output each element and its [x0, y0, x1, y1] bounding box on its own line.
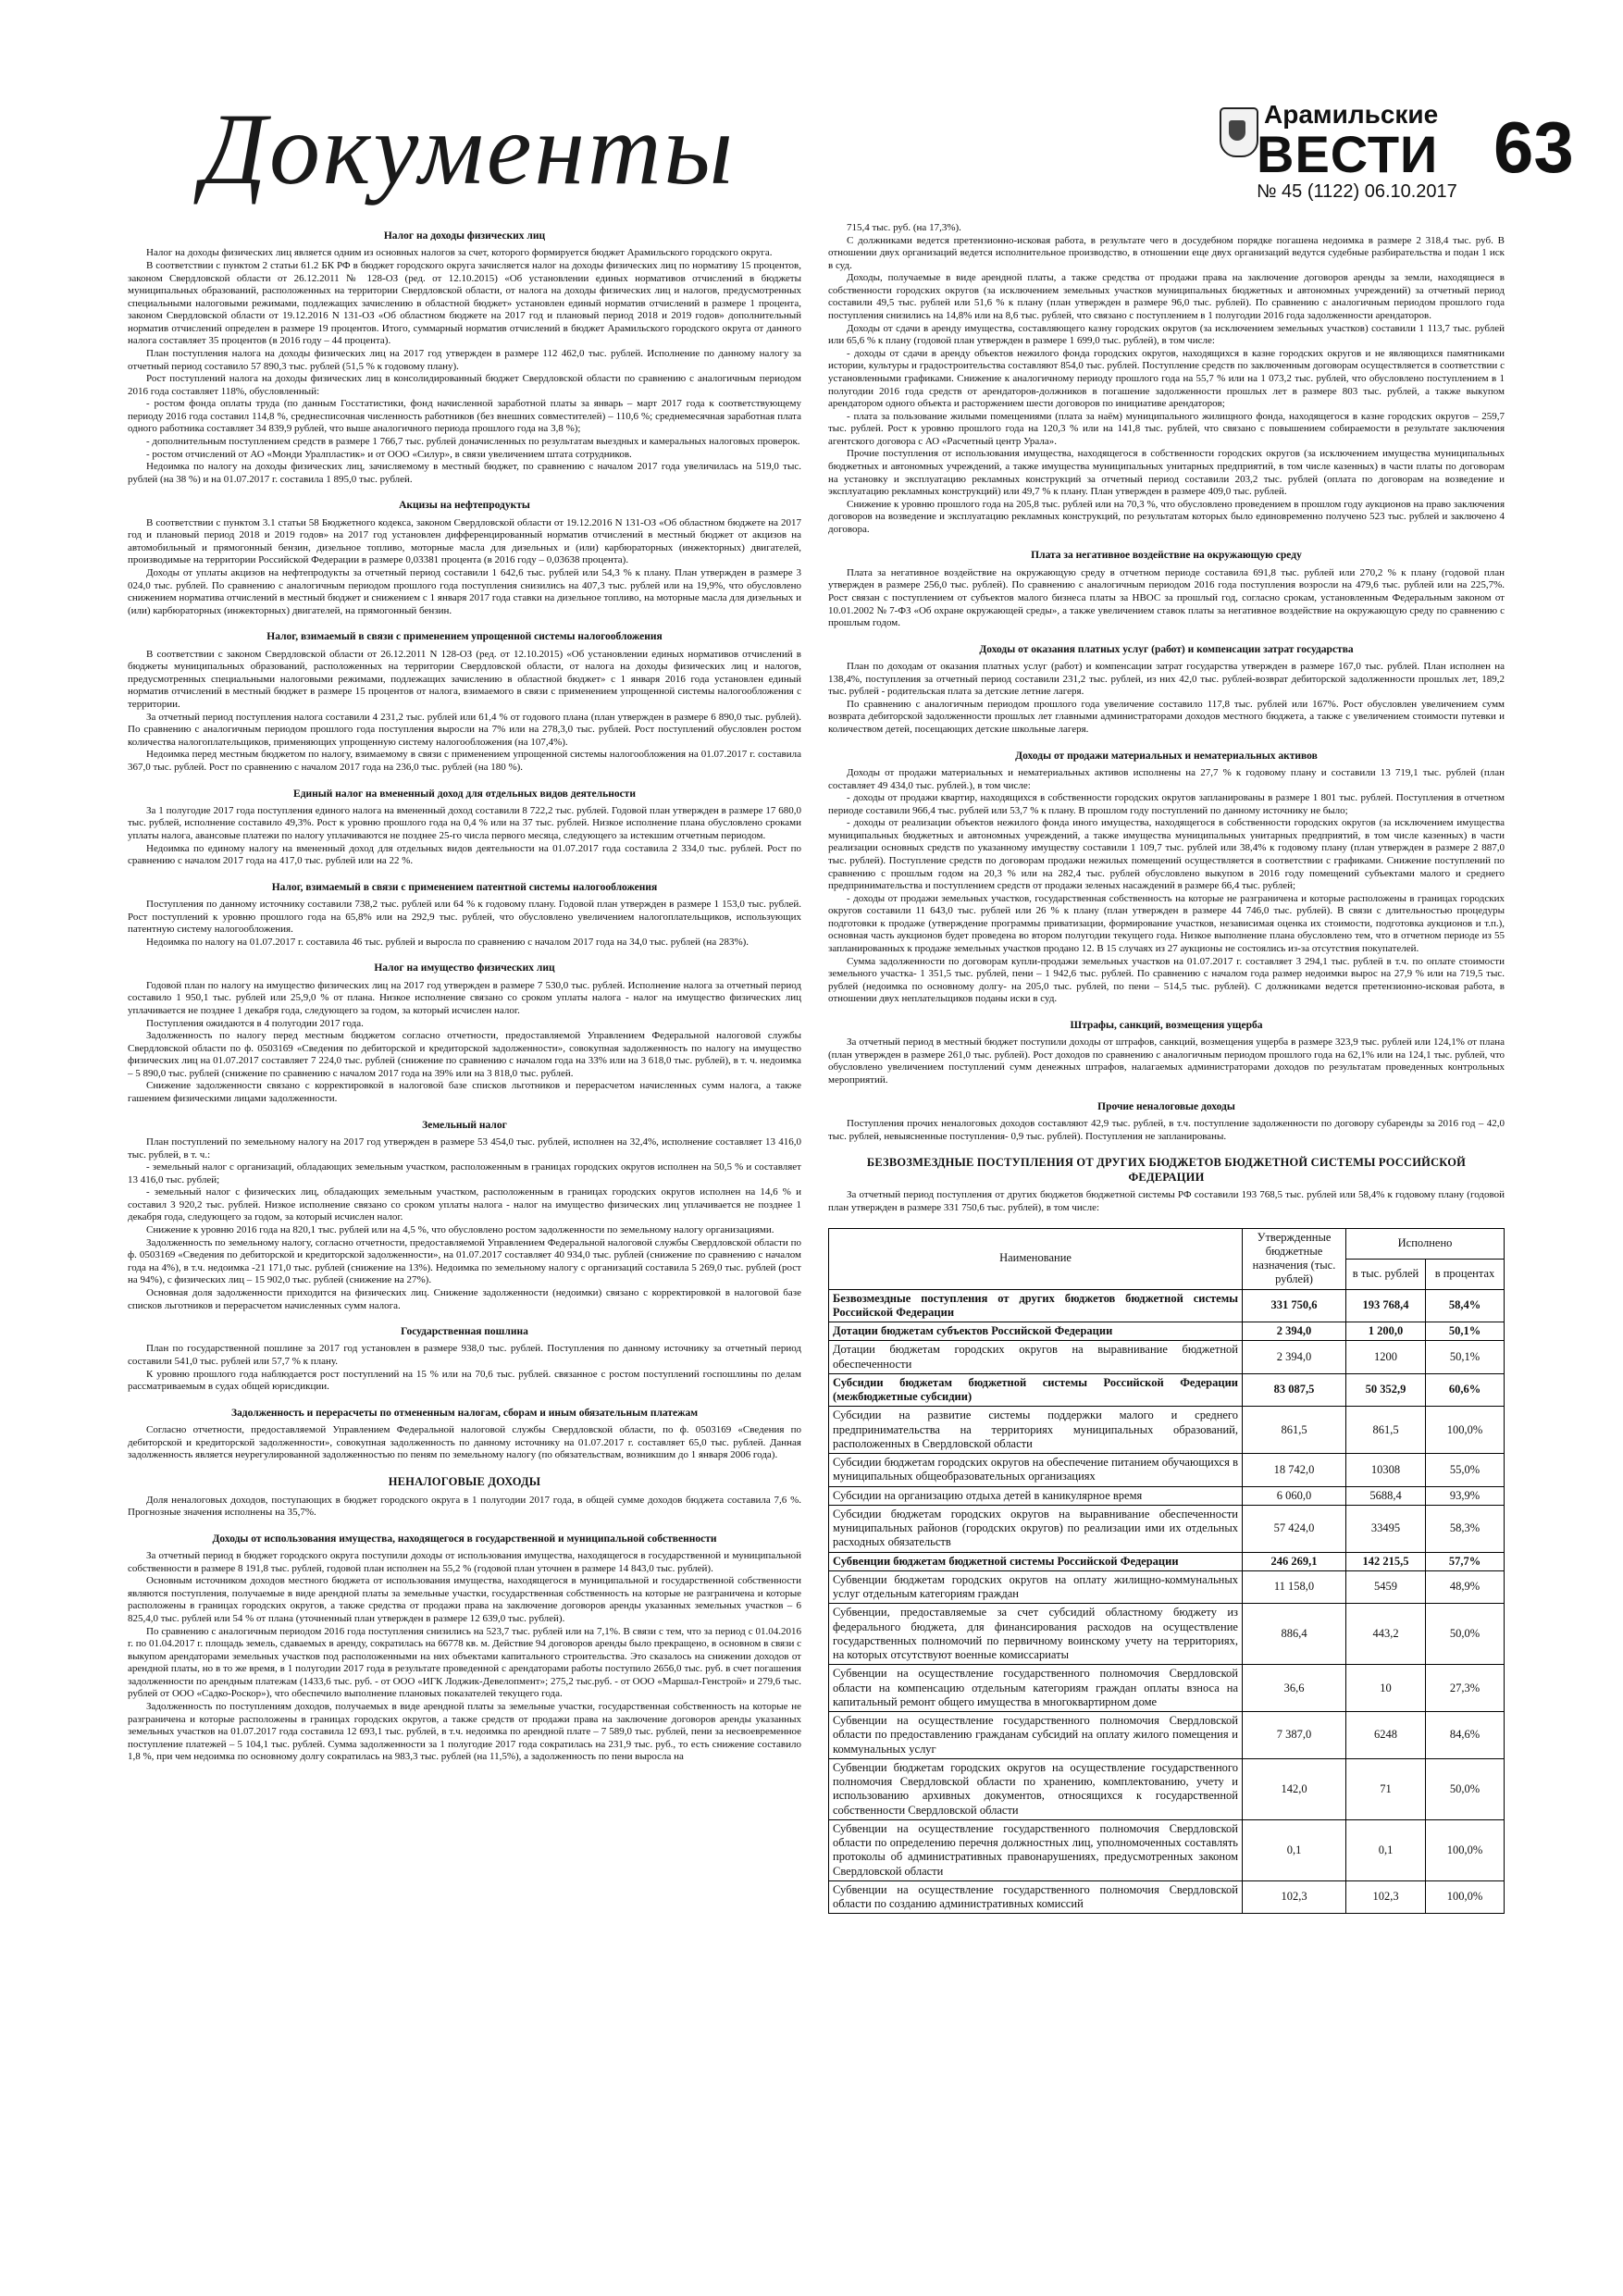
section-heading: Прочие неналоговые доходы	[1097, 1100, 1235, 1112]
paragraph: Задолженность по земельному налогу, согласно отчетности, предоставляемой Управлением Федеральной налоговой службы Свердловской области по ф. 0503169 «Сведения по дебиторской и кредиторской задолженности», на 01.07.2017 составляет 40 934,0 тыс. рублей (снижение по сравнению с началом года на 4%), в т.ч. недоимка -21 171,0 тыс. рублей (снижение на 13%). Недоимка по земельному налогу с организаций составила 5 269,0 тыс. рублей (рост на 94%), с физических лиц – 15 902,0 тыс. рублей (снижение на 27%).	[128, 1236, 801, 1286]
row-pct-cell: 50,1%	[1426, 1341, 1505, 1374]
header-approved: Утвержденные бюджетные назначения (тыс. рублей)	[1243, 1228, 1346, 1289]
row-plan-cell: 11 158,0	[1243, 1570, 1346, 1604]
section-heading: Доходы от продажи материальных и нематериальных активов	[1015, 750, 1318, 762]
paragraph: План поступления налога на доходы физических лиц на 2017 год утвержден в размере 112 462,0 тыс. рублей. Исполнение по данному налогу за отчетный период составило 57 890,3 тыс. рублей (51,5 % к годовому плану).	[128, 348, 801, 372]
section-heading: Налог, взимаемый в связи с применением патентной системы налогообложения	[271, 881, 658, 893]
section-heading: Налог на имущество физических лиц	[374, 962, 555, 974]
row-fact-cell: 1 200,0	[1346, 1322, 1426, 1341]
table-row	[829, 1819, 1505, 1880]
row-pct-cell: 27,3%	[1426, 1665, 1505, 1712]
row-plan-cell: 57 424,0	[1243, 1505, 1346, 1552]
paragraph: Основным источником доходов местного бюджета от использования имущества, находящегося в муниципальной и государственной собственности являются поступления, получаемые в виде арендной платы за земельные участки, государственная собственность на которые не разграничена и которые расположены в границах городских округов, а также средства от продажи права на заключение договоров аренды указанных земельных участков – 6 825,4,0 тыс. рублей или 54 % от плана (уточненный план утвержден в размере 12 639,0 тыс. рублей).	[128, 1575, 801, 1624]
row-pct-cell: 60,6%	[1426, 1373, 1505, 1407]
row-pct-cell: 55,0%	[1426, 1454, 1505, 1487]
logo-small-text: Арамильские	[1264, 100, 1439, 129]
table-row	[829, 1322, 1505, 1341]
row-fact-cell: 142 215,5	[1346, 1552, 1426, 1570]
row-plan-cell: 83 087,5	[1243, 1373, 1346, 1407]
table-row	[829, 1289, 1505, 1322]
row-plan-cell: 102,3	[1243, 1880, 1346, 1914]
section-heading: БЕЗВОЗМЕЗДНЫЕ ПОСТУПЛЕНИЯ ОТ ДРУГИХ БЮДЖЕТОВ БЮДЖЕТНОЙ СИСТЕМЫ РОССИЙСКОЙ ФЕДЕРАЦИИ	[866, 1156, 1467, 1184]
row-pct-cell: 50,1%	[1426, 1322, 1505, 1341]
left-column	[128, 222, 801, 2267]
table-row	[829, 1552, 1505, 1570]
paragraph: По сравнению с аналогичным периодом прошлого года увеличение составило 117,8 тыс. рублей или 167%. Рост обусловлен увеличением сумм возврата дебиторской задолженности прошлых лет главными администраторами доходов местного бюджета, а также с увеличением стоимости путевки и количеством детей, посещающих детские школьные лагеря.	[828, 698, 1505, 735]
right-column	[828, 222, 1505, 2267]
logo-big-text: ВЕСТИ	[1257, 125, 1439, 183]
row-plan-cell: 886,4	[1243, 1604, 1346, 1665]
paragraph: - ростом фонда оплаты труда (по данным Госстатистики, фонд начисленной заработной платы за январь – март 2017 года к соответствующему периоду 2016 года составил 114,8 %, среднесписочная численность работников (без внешних совместителей) – 110,6 %; среднемесячная заработная плата одного работника составляет 34 839,9 рублей, что выше аналогичного периода прошлого года на 3,8 %);	[128, 398, 801, 435]
row-name-cell: Субсидии бюджетам бюджетной системы Российской Федерации (межбюджетные субсидии)	[829, 1373, 1243, 1407]
table-row	[829, 1486, 1505, 1505]
paragraph: Сумма задолженности по договорам купли-продажи земельных участков на 01.07.2017 г. составляет 3 294,1 тыс. рублей в т.ч. по оплате стоимости земельного участка- 1 351,5 тыс. рублей, пени – 1 942,6 тыс. рублей. По сравнению с началом года размер недоимки вырос на 27,9 % или на 719,5 тыс. рублей (недоимка по основному долгу- на 205,0 тыс. рублей, по пени – 514,5 тыс. рублей). С должниками ведется претензионно-исковая работа, в отношении двух неплательщиков поданы иски в суд.	[828, 955, 1505, 1005]
section-heading: Налог, взимаемый в связи с применением упрощенной системы налогообложения	[266, 631, 663, 643]
header-rub: в тыс. рублей	[1346, 1259, 1426, 1289]
row-pct-cell: 93,9%	[1426, 1486, 1505, 1505]
paragraph: За 1 полугодие 2017 года поступления единого налога на вмененный доход составили 8 722,2 тыс. рублей. Годовой план утвержден в размере 17 680,0 тыс. рублей, исполнение составило 49,3%. Рост к уровню прошлого года на 0,4 % или на 37 тыс. рублей. Низкое исполнение плана обусловлено сроками уплаты налога, авансовые платежи по налогу уплачиваются не позднее 25-го числа первого месяца, следующего за истекшим отчетным периодом.	[128, 804, 801, 842]
paragraph: По сравнению с аналогичным периодом 2016 года поступления снизились на 523,7 тыс. рублей или на 7,1%. В связи с тем, что за период с 01.04.2016 г. по 01.04.2017 г. площадь земель, сдаваемых в аренду, сократилась на 66778 кв. м. Действие 94 договоров аренды было прекращено, в основном в связи с выкупом арендаторами земельных участков под расположенными на них объектами капитального строительства. Это сказалось на снижении доходов от арендной платы, но в то же время, в 1 полугодии 2017 года в результате проведенной с арендаторами работы поступило 2656,0 тыс. руб. в счет погашения задолженности по арендным платежам (1433,6 тыс. руб. - от ООО «ИГК Лоджик-Девелопмент»; 275,2 тыс.руб. - от ООО «Маршал-Генстрой» и 279,6 тыс. рублей от ООО «Садко-Роскор»), что обеспечило выполнение плановых показателей текущего года.	[128, 1625, 801, 1700]
row-fact-cell: 0,1	[1346, 1819, 1426, 1880]
table-header-row	[829, 1228, 1505, 1259]
row-plan-cell: 36,6	[1243, 1665, 1346, 1712]
row-pct-cell: 100,0%	[1426, 1880, 1505, 1914]
row-name-cell: Субсидии на развитие системы поддержки малого и среднего предпринимательства на территориях муниципальных образований, расположенных в Свердловской области	[829, 1407, 1243, 1454]
row-plan-cell: 2 394,0	[1243, 1322, 1346, 1341]
table-row	[829, 1454, 1505, 1487]
section-heading: Доходы от использования имущества, находящегося в государственной и муниципальной собственности	[212, 1533, 717, 1545]
row-plan-cell: 861,5	[1243, 1407, 1346, 1454]
paragraph: Поступления по данному источнику составили 738,2 тыс. рублей или 64 % к годовому плану. Годовой план утвержден в размере 1 153,0 тыс. рублей. Рост поступлений к уровню прошлого года на 65,8% или на 292,9 тыс. рублей, что обусловлено увеличением налогоплательщиков, использующих патентную систему налогообложения.	[128, 899, 801, 936]
paragraph: Снижение задолженности связано с корректировкой в налоговой базе списков льготников и перерасчетом начисленных сумм налога, а также гашением физическими лицами задолженности.	[128, 1080, 801, 1105]
section-heading: Штрафы, санкций, возмещения ущерба	[1070, 1019, 1263, 1031]
row-fact-cell: 10	[1346, 1665, 1426, 1712]
row-pct-cell: 50,0%	[1426, 1604, 1505, 1665]
paragraph: Доходы от продажи материальных и нематериальных активов исполнены на 27,7 % к годовому плану и составили 13 719,1 тыс. рублей (план составляет 49 434,0 тыс. рублей.), в том числе:	[828, 766, 1505, 791]
paragraph: Плата за негативное воздействие на окружающую среду в отчетном периоде составила 691,8 тыс. рублей или 270,2 % к плану (годовой план утвержден в размере 256,0 тыс. рублей). По сравнению с аналогичным периодом 2016 года поступления возросли на 479,6 тыс. рублей или на 225,7%. Рост связан с поступлением от субъектов малого бизнеса платы за НВОС за прошлый год, согласно срокам, установленным Федеральным законом от 10.01.2002 № 7-ФЗ «Об охране окружающей среды», а также увеличением ставок платы за негативное воздействие на окружающую среду по сравнению с прошлым годом.	[828, 566, 1505, 629]
paragraph: Снижение к уровню прошлого года на 205,8 тыс. рублей или на 70,3 %, что обусловлено проведением в прошлом году аукционов на право заключения договоров на возведение и эксплуатацию рекламных конструкций, по результатам которых было единовременно получено 523 тыс. рублей и заключено 4 договора.	[828, 498, 1505, 535]
row-pct-cell: 100,0%	[1426, 1407, 1505, 1454]
header-executed: Исполнено	[1346, 1228, 1505, 1259]
table-body	[829, 1289, 1505, 1914]
table-row	[829, 1665, 1505, 1712]
table-row	[829, 1570, 1505, 1604]
paragraph: План по государственной пошлине за 2017 год установлен в размере 938,0 тыс. рублей. Поступления по данному источнику за отчетный период составили 541,0 тыс. рублей или 57,7 % к плану.	[128, 1343, 801, 1368]
row-name-cell: Субвенции бюджетам городских округов на осуществление государственного полномочия Свердловской области по хранению, комплектованию, учету и использованию архивных документов, относящихся к государственной собственности Свердловской области	[829, 1758, 1243, 1819]
article-columns	[128, 222, 1505, 2267]
paragraph: Доходы, получаемые в виде арендной платы, а также средства от продажи права на заключение договоров аренды за земли, находящиеся в собственности городских округов (за исключением земельных участков муниципальных бюджетных и автономных учреждений) за отчетный период составили 49,5 тыс. рублей или 51,6 % к плану (план утвержден в размере 96,0 тыс. рублей). По сравнению с аналогичным периодом прошлого года поступления снизились на 14,8% или на 8,6 тыс. рублей, что связано с поступлением в 1 полугодии 2016 года задолженности арендаторов.	[828, 272, 1505, 322]
paragraph: Согласно отчетности, предоставляемой Управлением Федеральной налоговой службы Свердловской области, по ф. 0503169 «Сведения по дебиторской и кредиторской задолженности», совокупная задолженность по данному источнику на 01.07.2017 г. составляет 65,0 тыс. рублей. Данная задолженность является неурегулированной задолженностью по пеням по земельному налогу (по обязательствам, возникшим до 1 января 2006 года).	[128, 1424, 801, 1461]
section-heading: Земельный налог	[422, 1119, 507, 1131]
row-fact-cell: 5688,4	[1346, 1486, 1426, 1505]
paragraph: Задолженность по налогу перед местным бюджетом согласно отчетности, предоставляемой Управлением Федеральной налоговой службы Свердловской области по ф. 0503169 «Сведения по дебиторской и кредиторской задолженности», совокупная задолженность по налогу на имущество физических лиц на 01.07.2017 составляет 7 224,0 тыс. рублей (снижение по сравнению с началом года на 33% или на 3 618,0 тыс. рублей), в т. ч. недоимка – 5 890,0 тыс. рублей (снижение по сравнению с началом 2017 года на 39% или на 3 818,0 тыс. рублей.	[128, 1030, 801, 1079]
paragraph: В соответствии с законом Свердловской области от 26.12.2011 N 128-ОЗ (ред. от 12.10.2015) «Об установлении единых нормативов отчислений в бюджеты муниципальных образований, расположенных на территории Свердловской области, от налога на доходы физических лиц и налогов, предусмотренных специальными налоговыми режимами, подлежащих зачислению в областной бюджет» с 1 января 2016 года установлен единый норматив отчислений в местный бюджет в размере 15 процентов от налога, взимаемого в связи с применением упрощенной системы налогообложения с территории.	[128, 648, 801, 711]
paragraph: Доля неналоговых доходов, поступающих в бюджет городского округа в 1 полугодии 2017 года, в общей сумме доходов бюджета составила 7,6 %. Прогнозные значения исполнены на 35,7%.	[128, 1494, 801, 1519]
row-pct-cell: 84,6%	[1426, 1712, 1505, 1759]
row-name-cell: Субвенции бюджетам бюджетной системы Российской Федерации	[829, 1552, 1243, 1570]
table-row	[829, 1712, 1505, 1759]
newspaper-logo	[1220, 100, 1497, 211]
section-heading: НЕНАЛОГОВЫЕ ДОХОДЫ	[388, 1474, 541, 1488]
paragraph: Снижение к уровню 2016 года на 820,1 тыс. рублей или на 4,5 %, что обусловлено ростом задолженности по земельному налогу организациями.	[146, 1224, 774, 1236]
row-plan-cell: 142,0	[1243, 1758, 1346, 1819]
row-name-cell: Субсидии бюджетам городских округов на обеспечение питанием обучающихся в муниципальных общеобразовательных организациях	[829, 1454, 1243, 1487]
section-heading: Единый налог на вмененный доход для отдельных видов деятельности	[293, 788, 636, 800]
row-pct-cell: 100,0%	[1426, 1819, 1505, 1880]
section-heading: Акцизы на нефтепродукты	[399, 500, 530, 512]
paragraph: За отчетный период поступления налога составили 4 231,2 тыс. рублей или 61,4 % от годового плана (план утвержден в размере 6 890,0 тыс. рублей). По сравнению с аналогичным периодом прошлого года поступления выросли на 7% или на 278,3,0 тыс. рублей. Рост поступлений обусловлен ростом количества налогоплательщиков, применяющих упрощенную систему налогообложения (на 107,4%).	[128, 711, 801, 748]
table-row	[829, 1407, 1505, 1454]
paragraph: За отчетный период поступления от других бюджетов бюджетной системы РФ составили 193 768,5 тыс. рублей или 58,4% к годовому плану (годовой план утвержден в размере 331 750,6 тыс. рублей), в том числе:	[828, 1189, 1505, 1213]
row-fact-cell: 861,5	[1346, 1407, 1426, 1454]
paragraph: - доходы от продажи земельных участков, государственная собственность на которые не разграничена и которые расположены в границах городских округов составили 11 643,0 тыс. рублей или 26 % к плану (план утвержден в размере 44 746,0 тыс. рублей). В связи с длительностью процедуры подготовки к продаже (утверждение программы приватизации, формирование участков, независимая оценка их стоимости, подготовка аукционов и т.п.), основная часть аукционов будет проведена во втором полугодии текущего года. Низкое выполнение плана обусловлено тем, что в отчетном периоде из 55 запланированных к продаже земельных участков продано 12. В 15 случаях из 27 аукционы не состоялись из-за отсутствия покупателей.	[828, 892, 1505, 955]
row-name-cell: Субсидии на организацию отдыха детей в каникулярное время	[829, 1486, 1243, 1505]
section-heading: Доходы от оказания платных услуг (работ) и компенсации затрат государства	[979, 643, 1354, 655]
row-pct-cell: 58,4%	[1426, 1289, 1505, 1322]
row-name-cell: Субсидии бюджетам городских округов на выравнивание обеспеченности муниципальных районов (городских округов) по реализации ими их отдельных расходных обязательств	[829, 1505, 1243, 1552]
paragraph: Доходы от сдачи в аренду имущества, составляющего казну городских округов (за исключением земельных участков) составили 1 113,7 тыс. рублей или 65,6 % к плану (годовой план утвержден в размере 1 699,0 тыс. рублей), в том числе:	[828, 322, 1505, 347]
table-row	[829, 1505, 1505, 1552]
paragraph: - доходы от реализации объектов нежилого фонда иного имущества, находящегося в собственности городских округов (за исключением имущества муниципальных бюджетных и автономных учреждений, а также имущества муниципальных унитарных предприятий, в том числе казенных) в части реализации основных средств по указанному имуществу составили 1 109,7 тыс. рублей или 38,4% к годовому плану (план утвержден в размере 2 887,0 тыс. рублей). Поступление средств по договорам продажи нежилых помещений осуществляется в соответствии с графиками. Снижение поступлений по сравнению с прошлым годом на 20,3 % или на 282,4 тыс. рублей обусловлено выкупом в 2016 году помещений субъектами малого и среднего предпринимательства и поступлением средств от продажи зеленых насаждений в размере 66,4 тыс. рублей;	[828, 817, 1505, 892]
section-heading: Плата за негативное воздействие на окружающую среду	[1031, 550, 1302, 562]
section-heading: Налог на доходы физических лиц	[383, 230, 546, 242]
paragraph: - земельный налог с физических лиц, обладающих земельным участком, расположенным в границах городских округов исполнен на 14,6 % и составил 3 920,2 тыс. рублей. Низкое исполнение связано со сроком уплаты налога - налог на имущество физических лиц уплачивается не позднее 1 декабря года, следующего за годом, за который исчислен налог.	[128, 1186, 801, 1223]
paragraph: Налог на доходы физических лиц является одним из основных налогов за счет, которого формируется бюджет Арамильского городского округа.	[146, 247, 773, 259]
row-fact-cell: 33495	[1346, 1505, 1426, 1552]
row-plan-cell: 6 060,0	[1243, 1486, 1346, 1505]
row-name-cell: Субвенции, предоставляемые за счет субсидий областному бюджету из федерального бюджета, для финансирования расходов на осуществление государственных полномочий по первичному воинскому учету на территориях, на которых отсутствуют военные комиссариаты	[829, 1604, 1243, 1665]
row-pct-cell: 58,3%	[1426, 1505, 1505, 1552]
paragraph: Годовой план по налогу на имущество физических лиц на 2017 год утвержден в размере 7 530,0 тыс. рублей. Исполнение налога за отчетный период составило 1 950,1 тыс. рублей или 25,9,0 % от плана. Низкое исполнение связано со сроком уплаты налога - налог на имущество физических лиц уплачивается не позднее 1 декабря года, следующего за годом, за который исчислен налог.	[128, 979, 801, 1016]
paragraph: - ростом отчислений от АО «Монди Уралпластик» и от ООО «Силур», в связи увеличением штата сотрудников.	[146, 448, 632, 460]
paragraph: Поступления ожидаются в 4 полугодии 2017 года.	[146, 1017, 364, 1029]
row-fact-cell: 71	[1346, 1758, 1426, 1819]
paragraph: За отчетный период в местный бюджет поступили доходы от штрафов, санкций, возмещения ущерба в размере 323,9 тыс. рублей или 124,1% от плана (план утвержден в размере 261,0 тыс. рублей). Рост доходов по сравнению с аналогичным периодом прошлого года на 62,1% или на 124,1 тыс. рублей, что обусловлено увеличением поступлений сумм денежных штрафов, налагаемых администраторами доходов по результатам проведенных контрольных мероприятий.	[828, 1036, 1505, 1086]
row-plan-cell: 246 269,1	[1243, 1552, 1346, 1570]
table-row	[829, 1880, 1505, 1914]
paragraph: Недоимка по единому налогу на вмененный доход для отдельных видов деятельности на 01.07.2017 года составила 2 334,0 тыс. рублей. Рост по сравнению с началом 2017 года на 417,0 тыс. рублей или на 22 %.	[128, 842, 801, 867]
table-row	[829, 1373, 1505, 1407]
row-pct-cell: 48,9%	[1426, 1570, 1505, 1604]
header-name: Наименование	[829, 1228, 1243, 1289]
row-fact-cell: 443,2	[1346, 1604, 1426, 1665]
page-number: 63	[1493, 106, 1574, 188]
row-fact-cell: 50 352,9	[1346, 1373, 1426, 1407]
row-fact-cell: 193 768,4	[1346, 1289, 1426, 1322]
row-name-cell: Субвенции на осуществление государственного полномочия Свердловской области по определению перечня должностных лиц, уполномоченных составлять протоколы об административных правонарушениях, предусмотренных законом Свердловской области	[829, 1819, 1243, 1880]
paragraph: - земельный налог с организаций, обладающих земельным участком, расположенным в границах городских округов исполнен на 50,5 % и составляет 13 416,0 тыс. рублей;	[128, 1161, 801, 1185]
paragraph: План поступлений по земельному налогу на 2017 год утвержден в размере 53 454,0 тыс. рублей, исполнен на 32,4%, исполнение составляет 13 416,0 тыс. рублей, в т. ч.:	[128, 1136, 801, 1160]
row-plan-cell: 0,1	[1243, 1819, 1346, 1880]
paragraph: - дополнительным поступлением средств в размере 1 766,7 тыс. рублей доначисленных по результатам выездных и камеральных налоговых проверок.	[146, 436, 800, 448]
row-name-cell: Дотации бюджетам городских округов на выравнивание бюджетной обеспеченности	[829, 1341, 1243, 1374]
section-title: Документы	[202, 93, 737, 205]
paragraph: 715,4 тыс. руб. (на 17,3%).	[847, 222, 961, 233]
row-fact-cell: 10308	[1346, 1454, 1426, 1487]
paragraph: - доходы от сдачи в аренду объектов нежилого фонда городских округов, находящихся в казне городских округов и не являющихся памятниками истории, культуры и градостроительства составляют 854,0 тыс. рублей. Поступление средств по заключенным договорам осуществляется в соответствии с установленными графиками. Снижение к аналогичному периоду прошлого года на 55,7 % или на 1 073,2 тыс. рублей, что обусловлено поступлением в 1 полугодии 2016 года средств от арендаторов-должников в погашение задолженности прошлых лет в размере 803 тыс. рублей, а также выкупом арендатором одного объекта и расторжением шести договоров по инициативе арендаторов;	[828, 347, 1505, 410]
paragraph: В соответствии с пунктом 2 статьи 61.2 БК РФ в бюджет городского округа зачисляется налог на доходы физических лиц по нормативу 15 процентов, законом Свердловской области от 26.12.2011 № 128-ОЗ (ред. от 12.10.2015) «Об установлении единых нормативов отчислений в бюджеты муниципальных образований, расположенных на территории Свердловской области, от налога на доходы физических лиц и налогов, предусмотренных специальными налоговыми режимами, подлежащих зачислению в областной бюджет» установлен единый норматив отчислений в размере 1 процента, законом Свердловской области от 19.12.2016 N 131-ОЗ «Об областном бюджете на 2017 год и плановый период 2018 и 2019 годов» дополнительный норматив отчислений определен в размере 19 процентов. Итого, суммарный норматив отчислений в бюджет Арамильского городского округа от данного налога составляет 35 процентов (в 2016 году – 44 процента).	[128, 259, 801, 347]
row-fact-cell: 102,3	[1346, 1880, 1426, 1914]
paragraph: С должниками ведется претензионно-исковая работа, в результате чего в досудебном порядке погашена недоимка в размере 2 318,4 тыс. руб. В отношении двух организаций ведется исполнительное производство, в отношении еще двух организаций ведутся судебные разбирательства и подан 1 иск в суд.	[828, 234, 1505, 271]
paragraph: В соответствии с пунктом 3.1 статьи 58 Бюджетного кодекса, законом Свердловской области от 19.12.2016 N 131-ОЗ «Об областном бюджете на 2017 год и плановый период 2018 и 2019 годов» на 2017 год установлен дифференцированный норматив отчислений в местный бюджет от акцизов на автомобильный и прямогонный бензин, дизельное топливо, моторные масла для дизельных и (или) карбюраторных (инжекторных) двигателей, производимые на территории Российской Федерации в размере 0,03381 процента (в 2016 году – 0,03638 процента).	[128, 516, 801, 566]
row-plan-cell: 331 750,6	[1243, 1289, 1346, 1322]
table-row	[829, 1604, 1505, 1665]
row-name-cell: Субвенции на осуществление государственного полномочия Свердловской области по предоставлению гражданам субсидий на оплату жилого помещения и коммунальных услуг	[829, 1712, 1243, 1759]
right-column-text	[828, 222, 1505, 1221]
row-pct-cell: 57,7%	[1426, 1552, 1505, 1570]
issue-info: № 45 (1122) 06.10.2017	[1257, 181, 1457, 202]
paragraph: За отчетный период в бюджет городского округа поступили доходы от использования имущества, находящегося в государственной и муниципальной собственности в размере 8 191,8 тыс. рублей, годовой план исполнен на 55,2 % (годовой план уточнен в размере 14 843,0 тыс. рублей).	[128, 1550, 801, 1574]
paragraph: - плата за пользование жилыми помещениями (плата за наём) муниципального жилищного фонда, находящегося в казне городских округов – 259,7 тыс. рублей. Рост к уровню прошлого года на 120,3 % или на 141,8 тыс. рублей, что связано с повышением собираемости в результате заключения агентского договора с АО «Расчетный центр Урала».	[828, 410, 1505, 447]
table-row	[829, 1341, 1505, 1374]
row-fact-cell: 5459	[1346, 1570, 1426, 1604]
row-plan-cell: 2 394,0	[1243, 1341, 1346, 1374]
row-pct-cell: 50,0%	[1426, 1758, 1505, 1819]
section-heading: Задолженность и перерасчеты по отмененным налогам, сборам и иным обязательным платежам	[230, 1407, 699, 1419]
paragraph: Поступления прочих неналоговых доходов составляют 42,9 тыс. рублей, в т.ч. поступление задолженности по договору субаренды за 2016 год – 42,0 тыс. рублей, невыясненные поступления- 0,9 тыс. рублей). Поступления не запланированы.	[828, 1117, 1505, 1142]
table-row	[829, 1758, 1505, 1819]
row-name-cell: Безвозмездные поступления от других бюджетов бюджетной системы Российской Федерации	[829, 1289, 1243, 1322]
coat-of-arms-icon	[1220, 107, 1258, 157]
paragraph: Задолженность по поступлениям доходов, получаемых в виде арендной платы за земельные участки, государственная собственность на которые не разграничена и которые расположены в границах городских округов, а также средств от продажи права на заключение договоров аренды указанных земельных участков на 01.07.2017 года составила 12 693,1 тыс. рублей, в т.ч. недоимка по арендной плате – 7 589,0 тыс. рублей, пени за несвоевременное поступление платежей – 5 104,1 тыс. рублей. Сумма задолженности за 1 полугодие 2017 года сократилась на 231,9 тыс. руб., то есть снижение составило 1,8 %, при чем недоимка по основному долгу сократилась на 983,3 тыс. рублей (на 11,5%), а задолженность по пени выросла на	[128, 1700, 801, 1763]
row-plan-cell: 7 387,0	[1243, 1712, 1346, 1759]
paragraph: К уровню прошлого года наблюдается рост поступлений на 15 % или на 70,6 тыс. рублей. связанное с ростом поступлений госпошлины по делам рассматриваемым в судах общей юрисдикции.	[128, 1368, 801, 1393]
row-name-cell: Субвенции на осуществление государственного полномочия Свердловской области по созданию административных комиссий	[829, 1880, 1243, 1914]
row-fact-cell: 6248	[1346, 1712, 1426, 1759]
paragraph: Недоимка по налогу на 01.07.2017 г. составила 46 тыс. рублей и выросла по сравнению с началом 2017 года на 34,0 тыс. рублей (на 283%).	[146, 936, 750, 948]
paragraph: Недоимка перед местным бюджетом по налогу, взимаемому в связи с применением упрощенной системы налогообложения на 01.07.2017 г. составила 367,0 тыс. рублей. Рост по сравнению с началом 2017 года на 236,0 тыс. рублей (на 180 %).	[128, 749, 801, 773]
section-heading: Государственная пошлина	[401, 1326, 528, 1338]
paragraph: - доходы от продажи квартир, находящихся в собственности городских округов запланированы в размере 1 801 тыс. рублей. Поступления в отчетном периоде составили 966,4 тыс. рублей или 53,7 % к плану. В прошлом году поступлений по данному источнику не было;	[828, 792, 1505, 816]
row-plan-cell: 18 742,0	[1243, 1454, 1346, 1487]
paragraph: Основная доля задолженности приходится на физических лиц. Снижение задолженности (недоимки) связано с корректировкой в налоговой базе списков льготников и перерасчетом начисленных сумм налога.	[128, 1286, 801, 1311]
row-name-cell: Субвенции бюджетам городских округов на оплату жилищно-коммунальных услуг отдельным категориям граждан	[829, 1570, 1243, 1604]
row-name-cell: Дотации бюджетам субъектов Российской Федерации	[829, 1322, 1243, 1341]
row-fact-cell: 1200	[1346, 1341, 1426, 1374]
header-pct: в процентах	[1426, 1259, 1505, 1289]
paragraph: Прочие поступления от использования имущества, находящегося в собственности городских округов (за исключением имущества муниципальных бюджетных и автономных учреждений, а также имущества муниципальных унитарных предприятий, в том числе казенных) в части платы по договорам на установку и эксплуатацию рекламных конструкций за отчетный период составили 203,2 тыс. рублей (оплата по договорам на возведение и эксплуатацию рекламных конструкций) или 49,7 % к плану. План утвержден в размере 409,0 тыс. рублей.	[828, 448, 1505, 498]
paragraph: Доходы от уплаты акцизов на нефтепродукты за отчетный период составили 1 642,6 тыс. рублей или 54,3 % к плану. План утвержден в размере 3 024,0 тыс. рублей. По сравнению с аналогичным периодом прошлого года поступления снизились на 407,3 тыс. рублей или на 19,9%, что обусловлено снижением норматива отчислений в местный бюджет и снижением с 1 января 2017 года ставки на дизельное топливо, на моторные масла для дизельных и (или) карбюраторных (инжекторных) двигателей, на прямогонный бензин.	[128, 567, 801, 616]
paragraph: Рост поступлений налога на доходы физических лиц в консолидированный бюджет Свердловской области по сравнению с аналогичным периодом 2016 года составляет 118%, обусловленный:	[128, 373, 801, 397]
budget-table	[828, 1228, 1505, 1915]
paragraph: План по доходам от оказания платных услуг (работ) и компенсации затрат государства утвержден в размере 167,0 тыс. рублей. План исполнен на 138,4%, поступления за отчетный период составили 231,2 тыс. рублей, из них 42,0 тыс. рублей-возврат дебиторской задолженности прошлых лет, 189,2 тыс. рублей - родительская плата за детские летние лагеря.	[828, 661, 1505, 698]
paragraph: Недоимка по налогу на доходы физических лиц, зачисляемому в местный бюджет, по сравнению с началом 2017 года увеличилась на 519,0 тыс. рублей (на 38 %) и на 01.07.2017 г. составила 1 895,0 тыс. рублей.	[128, 461, 801, 485]
row-name-cell: Субвенции на осуществление государственного полномочия Свердловской области на компенсацию отдельным категориям граждан оплаты взноса на капитальный ремонт общего имущества в многоквартирном доме	[829, 1665, 1243, 1712]
masthead	[83, 0, 1574, 215]
